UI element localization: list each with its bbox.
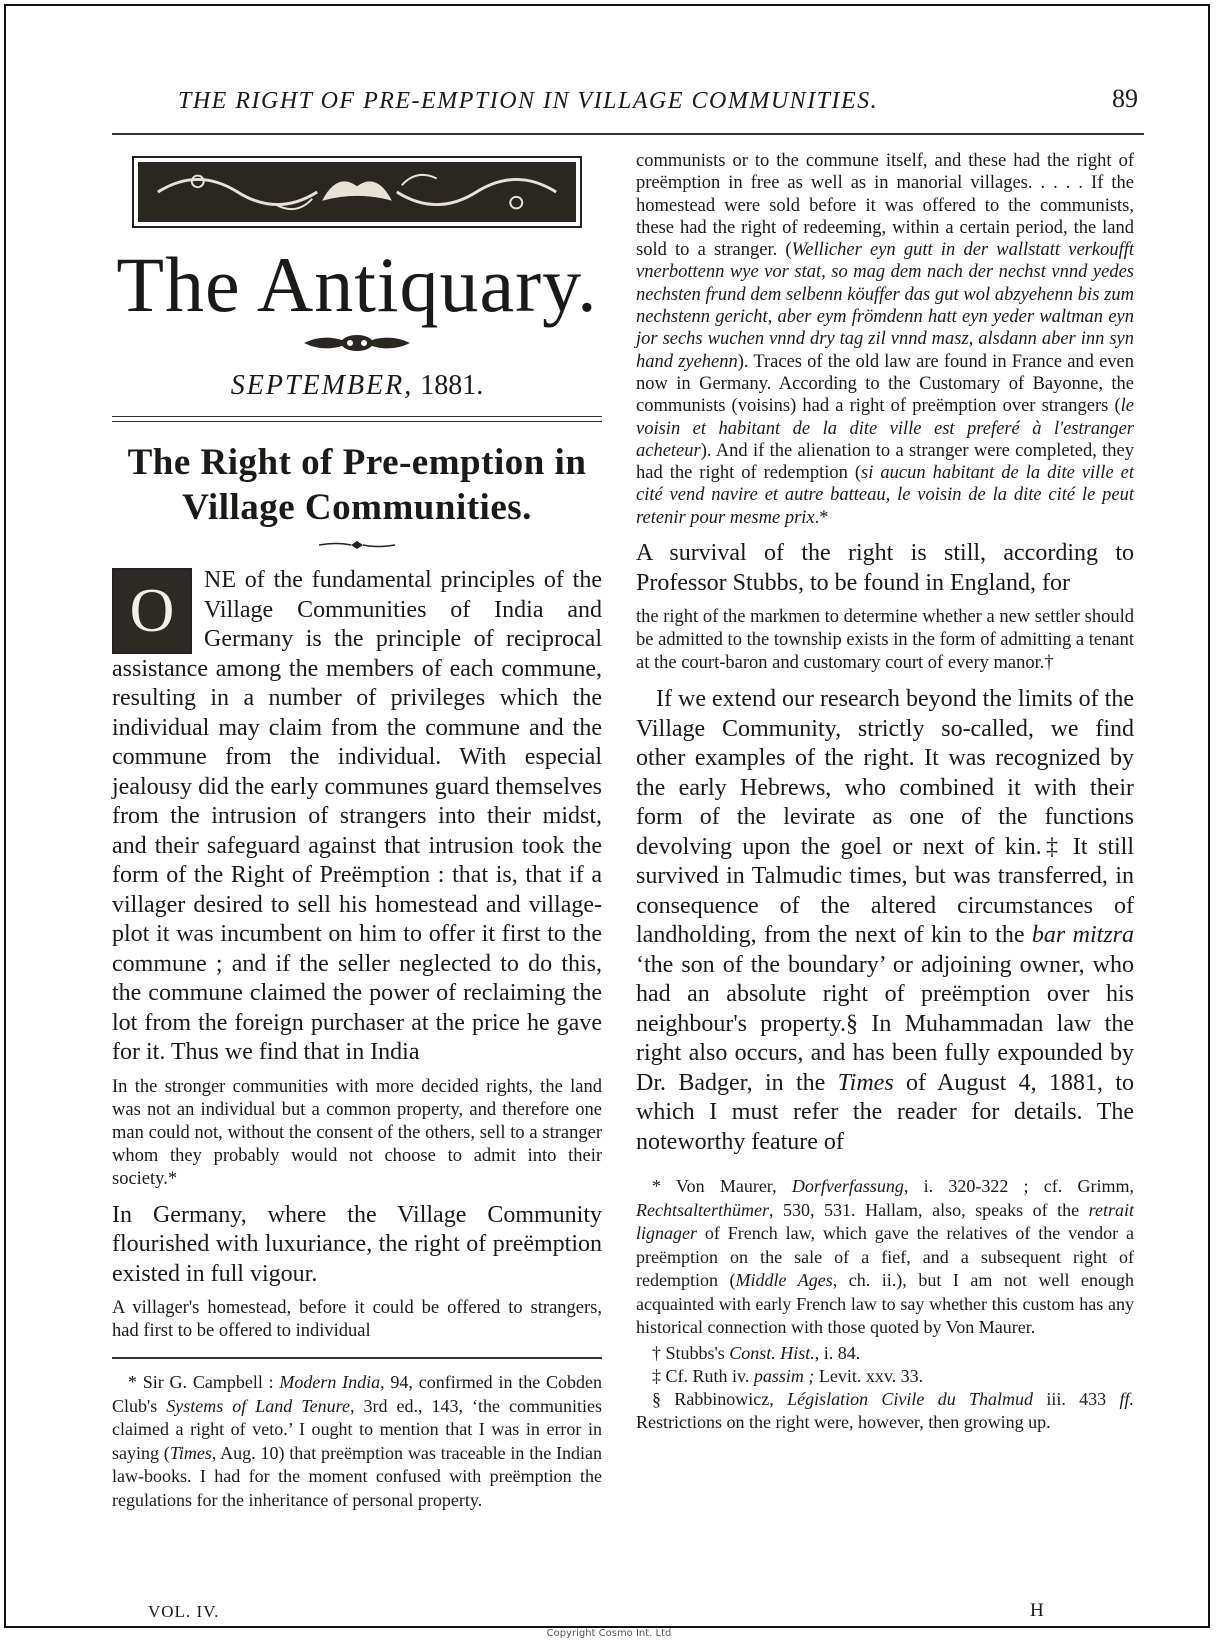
article-title-line2: Village Communities. xyxy=(182,487,532,528)
right-column xyxy=(636,150,1134,1437)
double-rule xyxy=(112,416,602,422)
left-column xyxy=(112,150,602,1514)
issue-month: SEPTEMBER, xyxy=(230,370,414,401)
article-title-line1: The Right of Pre-emption in xyxy=(127,442,587,483)
french-quote: le voisin et habitant de la dite ville est preferé à l'estranger acheteur xyxy=(636,396,1134,461)
footnote: † Stubbs's Const. Hist., i. 84. xyxy=(652,1342,861,1363)
signature-mark: H xyxy=(1030,1600,1044,1621)
german-quote: Wellicher eyn gutt in der wallstatt verkoufft vnerbottenn wye vor stat, so mag dem nach der nechst vnnd yedes nechsten frund dem selbenn köuffer das gut wol abzyehenn bis zum nechstenn gericht, aber eym frömdenn hatt eyn yeder waltman eyn jor sechs wuchen vnnd dry tag zil vnnd masz, alsdann aber inn syn hand zyehenn xyxy=(636,240,1134,372)
paragraph: If we extend our research beyond the limits of the Village Community, strictly so-called, we find other examples of the right. It was recognized by the early Hebrews, who combined it with their form of the levirate as one of the functions devolving upon the goel or next of kin.‡ It still survived in Talmudic times, but was transferred, in consequence of the altered circumstances of landholding, from the next of kin to the bar mitzra ‘the son of the boundary’ or adjoining owner, who had an absolute right of preëmption over his neighbour's property.§ In Muhammadan law the right also occurs, and has been fully expounded by Dr. Badger, in the Times of August 4, 1881, to which I must refer the reader for details. The noteworthy feature of xyxy=(636,686,1135,1155)
header-ornament xyxy=(132,156,582,228)
footnote: * Von Maurer, Dorfverfassung, i. 320-322 ; cf. Grimm, Rechtsalterthümer, 530, 531. Hallam, also, speaks of the retrait lignager of French law, which gave the relatives of the vendor a preëmption on the sale of a fief, and a subsequent right of redemption (Middle Ages, ch. ii.), but I am not well enough acquainted with early French law to say whether this custom has any historical connection with those quoted by Von Maurer. xyxy=(636,1176,1135,1338)
footnote-rule xyxy=(112,1357,602,1359)
footnote: * Sir G. Campbell : Modern India, 94, confirmed in the Cobden Club's Systems of Land Tenure, 3rd ed., 143, ‘the communities claimed a right of veto.’ I ought to mention that I was in error in saying (Times, Aug. 10) that preëmption was traceable in the Indian law-books. I had for the moment confused with preëmption the regulations for the inheritance of personal property. xyxy=(112,1372,602,1510)
paragraph: NE of the fundamental principles of the Village Communities of India and Germany is the principle of reciprocal assistance among the members of each commune, resulting in a number of privileges which the individual may claim from the commune and the commune from the individual. With especial jealousy did the early communes guard themselves from the intrusion of strangers into their midst, and their safeguard against that intrusion took the form of the Right of Preëmption : that is, that if a villager desired to sell his homestead and village-plot it was incumbent on him to offer it first to the commune ; and if the seller neglected to do this, the commune claimed the power of reclaiming the lot from the foreign purchaser at the price he gave for it. Thus we find that in India xyxy=(112,567,602,1065)
block-quote: A villager's homestead, before it could be offered to strangers, had first to be offered to individual xyxy=(112,1298,602,1341)
paragraph: A survival of the right is still, according to Professor Stubbs, to be found in England, for xyxy=(636,540,1134,596)
block-quote: In the stronger communities with more decided rights, the land was not an individual but a common property, and therefore one man could not, without the consent of the others, sell to a stranger whom they probably would not choose to admit into their society.* xyxy=(112,1076,602,1189)
block-quote: the right of the markmen to determine whether a new settler should be admitted to the township exists in the form of admitting a tenant at the court-baron and customary court of every manor.† xyxy=(636,607,1134,674)
issue-date xyxy=(112,370,602,402)
wing-ornament-icon xyxy=(302,334,412,352)
masthead-title: The Antiquary. xyxy=(116,241,598,328)
block-quote-continued: communists or to the commune itself, and these had the right of preëmption in free as well as in manorial villages. . . . . If the homestead were sold before it was offered to the communists, these had the right of redeeming, within a certain period, the land sold to a stranger. (Wellicher eyn gutt in der wallstatt verkoufft vnerbottenn wye vor stat, so mag dem nach der nechst vnnd yedes nechsten frund dem selbenn köuffer das gut wol abzyehenn bis zum nechstenn gericht, aber eym frömdenn hatt eyn yeder waltman eyn jor sechs wuchen vnnd dry tag zil vnnd masz, alsdann aber inn syn hand zyehenn). Traces of the old law are found in France and even now in Germany. According to the Customary of Bayonne, the communists (voisins) had a right of preëmption over strangers (le voisin et habitant de la dite ville est preferé à l'estranger acheteur). And if the alienation to a stranger were completed, they had the right of redemption (si aucun habitant de la dite ville et cité vend navire et autre batteau, le voisin de la dite cité le peut retenir pour mesme prix.* xyxy=(636,151,1134,528)
french-quote: si aucun habitant de la dite ville et cité vend navire et autre batteau, le voisin de la dite cité le peut retenir pour mesme prix xyxy=(636,463,1134,528)
running-head: THE RIGHT OF PRE-EMPTION IN VILLAGE COMMUNITIES. xyxy=(178,88,879,114)
flourish-divider-icon xyxy=(317,540,397,550)
griffin-ornament-icon xyxy=(138,162,576,222)
page-number: 89 xyxy=(1112,84,1138,113)
footnote: ‡ Cf. Ruth iv. passim ; Levit. xxv. 33. xyxy=(652,1365,924,1386)
copyright-notice: Copyright Cosmo Int. Ltd xyxy=(546,1628,672,1639)
drop-cap: O xyxy=(112,568,192,654)
footnote: § Rabbinowicz, Législation Civile du Thalmud iii. 433 ff. Restrictions on the right were, however, then growing up. xyxy=(636,1388,1134,1433)
header-rule xyxy=(112,133,1144,135)
issue-year: 1881. xyxy=(420,370,484,401)
paragraph: In Germany, where the Village Community flourished with luxuriance, the right of preëmption existed in full vigour. xyxy=(112,1201,602,1287)
article-title xyxy=(112,440,602,530)
article-body-left xyxy=(112,566,602,1343)
volume-label: VOL. IV. xyxy=(148,1602,220,1621)
